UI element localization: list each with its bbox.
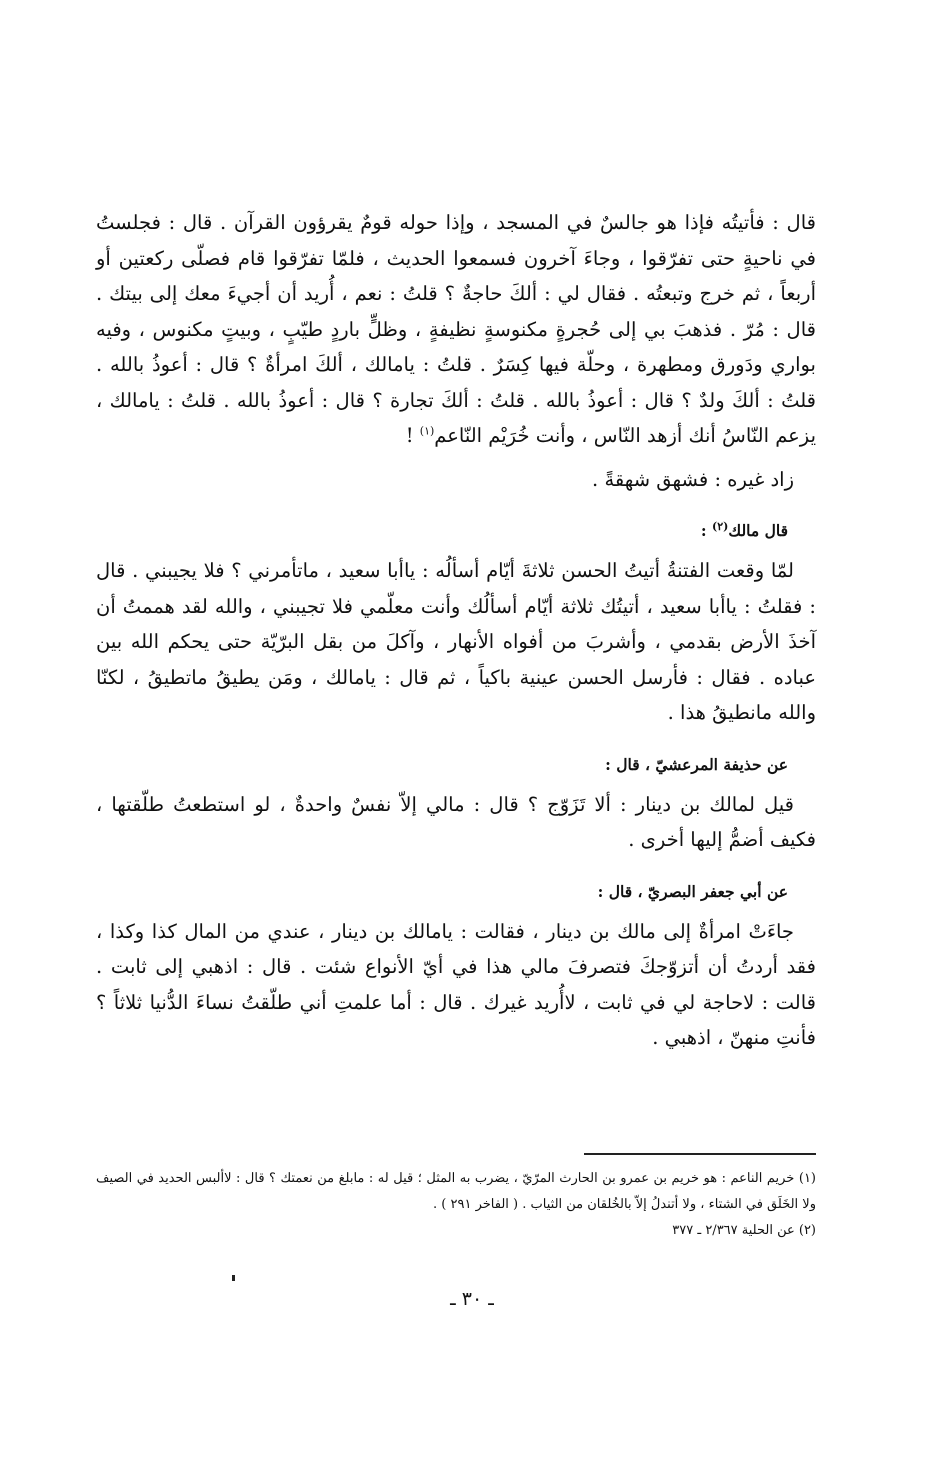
footnote-marker-1: (١) [419,424,435,438]
footnotes [96,1166,816,1244]
paragraph-text: قال : فأتيتُه فإذا هو جالسٌ في المسجد ، وإذا حوله قومٌ يقرؤون القرآن . قال : فجلستُ في ناحيةٍ حتى تفرّقوا ، وجاءَ آخرون فسمعوا الحديث ، فلمّا تفرّقوا قام فصلّى ركعتين أو أربعاً ، ثم خرج وتبعتُه . فقال لي : ألكَ حاجةٌ ؟ قلتُ : نعم ، أُريد أن أجيءَ معك إلى بيتك . قال : مُرّ . فذهبَ بي إلى حُجرةٍ مكنوسةٍ نظيفةٍ ، وظلٍّ باردٍ طيّبٍ ، وبيتٍ مكنوس ، وفيه بواري ودَورق ومطهرة ، وحلّة فيها كِسَرٌ . قلتُ : يامالك ، ألكَ امرأةٌ ؟ قال : أعوذُ بالله . قلتُ : ألكَ ولدٌ ؟ قال : أعوذُ بالله . قلتُ : ألكَ تجارة ؟ قال : أعوذُ بالله . قلتُ : يامالك ، يزعم النّاسُ أنك أزهد النّاس ، وأنت خُرَيْم النّاعم [96,211,816,447]
print-mark [232,1275,235,1281]
footnote-divider [584,1153,816,1155]
paragraph-end: ! [405,424,420,447]
footnote-1: (١) خريم الناعم : هو خريم بن عمرو بن الحارث المرّيّ ، يضرب به المثل ؛ قيل له : مابلغ من نعمتك ؟ قال : لاألبس الحديد في الصيف ولا الخَلَق في الشتاء ، ولا أتندلُ إلاّ بالخُلقان من الثياب . ( الفاخر ٢٩١ ) . [96,1171,816,1212]
heading-text: قال مالك [728,521,788,540]
page-number: ـ ٣٠ ـ [450,1288,494,1310]
section-heading-abu-jafar: عن أبي جعفر البصريّ ، قال : [597,881,788,901]
section-heading-malik [96,519,788,543]
paragraph-addition: زاد غيره : فشهق شهقةً . [592,467,794,491]
section-heading-hudhayfa: عن حذيفة المرعشيّ ، قال : [605,754,788,774]
heading-end: : [700,521,713,540]
page-body [96,205,816,1056]
paragraph-fitna: لمّا وقعت الفتنةُ أتيتُ الحسن ثلاثةَ أيّام أسألُه : ياأبا سعيد ، ماتأمرني ؟ فلا يجيبني . قال : فقلتُ : ياأبا سعيد ، أتيتُك ثلاثة أيّام أسألُك وأنت معلّمي فلا تجيبني ، والله لقد هممتُ أن آخذَ الأرض بقدمي ، وأشربَ من أفواه الأنهار ، وآكلَ من بقل البرّيّة حتى يحكم الله بين عباده . فقال : فأرسل الحسن عينية باكياً ، ثم قال : يامالك ، ومَن يطيقُ ماتطيقُ ، لكنّا والله مانطيقُ هذا . [96,559,816,724]
footnote-2: (٢) عن الحلية ٢/٣٦٧ ـ ٣٧٧ [672,1223,816,1238]
paragraph-malik-visit [96,205,816,454]
paragraph-marriage-question: قيل لمالك بن دينار : ألا تَزَوّج ؟ قال : مالي إلاّ نفسٌ واحدةٌ ، لو استطعتُ طلّقتها ، فكيف أضمُّ إليها أخرى . [96,792,816,851]
footnote-marker-2: (٢) [712,519,729,533]
paragraph-woman-proposal: جاءَتْ امرأةٌ إلى مالك بن دينار ، فقالت : يامالك بن دينار ، عندي من المال كذا وكذا ، فقد أردتُ أن أتزوّجكَ فتصرفَ مالي هذا في أيّ الأنواع شئت . قال : اذهبي إلى ثابت . قالت : لاحاجة لي في ثابت ، لاأُريد غيرك . قال : أما علمتِ أني طلّقتُ نساءَ الدُّنيا ثلاثاً ؟ فأنتِ منهنّ ، اذهبي . [96,919,816,1049]
